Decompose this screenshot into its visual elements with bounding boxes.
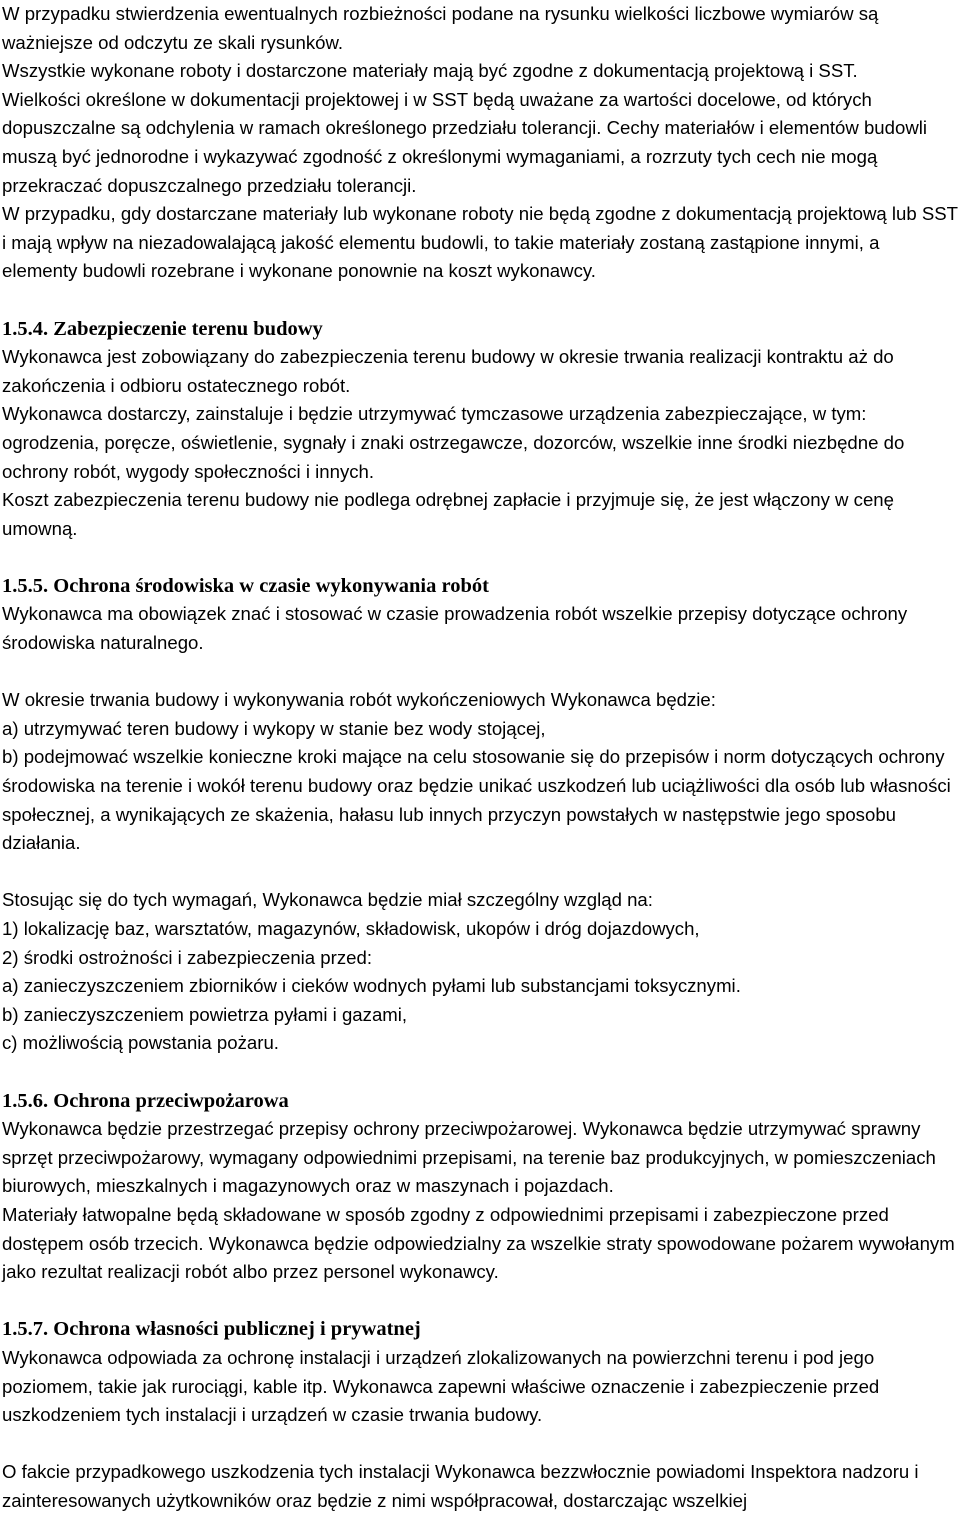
paragraph: O fakcie przypadkowego uszkodzenia tych instalacji Wykonawca bezzwłocznie powiadomi Inspektora nadzoru i zainteresowanych użytkowników oraz będzie z nimi współpracował, dostarczając wszelkiej — [2, 1461, 919, 1511]
spacer — [2, 1058, 958, 1087]
paragraph: Wykonawca ma obowiązek znać i stosować w czasie prowadzenia robót wszelkie przepisy dotyczące ochrony środowiska naturalnego. — [2, 603, 908, 654]
paragraph: W przypadku, gdy dostarczane materiały lub wykonane roboty nie będą zgodne z dokumentacją projektową lub SST i mają wpływ na niezadowalającą jakość elementu budowli, to takie materiały zostaną zastąpione innymi, a elementy budowli rozebrane i wykonane ponownie na koszt wykonawcy. — [2, 203, 958, 282]
list-item: b) zanieczyszczeniem powietrza pyłami i gazami, — [2, 1003, 408, 1025]
section-heading-1-5-6: 1.5.6. Ochrona przeciwpożarowa — [2, 1089, 289, 1112]
paragraph: Stosując się do tych wymagań, Wykonawca będzie miał szczególny wzgląd na: — [2, 889, 653, 911]
spacer — [2, 543, 958, 572]
list-item: b) podejmować wszelkie konieczne kroki mające na celu stosowanie się do przepisów i norm dotyczących ochrony środowiska na terenie i wokół terenu budowy oraz będzie unikać uszkodzeń lub uciążliwości dla osób lub własności społecznej, a wynikających ze skażenia, hałasu lub innych przyczyn powstałych w następstwie jego sposobu działania. — [2, 746, 951, 854]
section-heading-1-5-5: 1.5.5. Ochrona środowiska w czasie wykonywania robót — [2, 574, 489, 597]
paragraph: Wykonawca jest zobowiązany do zabezpieczenia terenu budowy w okresie trwania realizacji kontraktu aż do zakończenia i odbioru ostatecznego robót. — [2, 346, 894, 396]
paragraph: Materiały łatwopalne będą składowane w sposób zgodny z odpowiednimi przepisami i zabezpieczone przed dostępem osób trzecich. Wykonawca będzie odpowiedzialny za wszelkie straty spowodowane pożarem wywołanym jako rezultat realizacji robót albo przez personel wykonawcy. — [2, 1203, 955, 1283]
spacer — [2, 1430, 958, 1459]
list-item: c) możliwością powstania pożaru. — [2, 1032, 279, 1054]
spacer — [2, 858, 958, 887]
list-item: a) zanieczyszczeniem zbiorników i cieków wodnych pyłami lub substancjami toksycznymi. — [2, 975, 741, 997]
list-item: a) utrzymywać teren budowy i wykopy w stanie bez wody stojącej, — [2, 717, 546, 739]
paragraph: Wszystkie wykonane roboty i dostarczone materiały mają być zgodne z dokumentacją projektową i SST. — [2, 60, 858, 82]
list-item: 2) środki ostrożności i zabezpieczenia przed: — [2, 946, 372, 968]
paragraph: Wykonawca dostarczy, zainstaluje i będzie utrzymywać tymczasowe urządzenia zabezpieczające, w tym: ogrodzenia, poręcze, oświetlenie, sygnały i znaki ostrzegawcze, dozorców, wszelkie inne środki niezbędne do ochrony robót, wygody społeczności i innych. — [2, 403, 905, 482]
list-item: 1) lokalizację baz, warsztatów, magazynów, składowisk, ukopów i dróg dojazdowych, — [2, 918, 700, 939]
spacer — [2, 658, 958, 687]
paragraph: W przypadku stwierdzenia ewentualnych rozbieżności podane na rysunku wielkości liczbowe wymiarów są ważniejsze od odczytu ze skali rysunków. — [2, 3, 879, 53]
paragraph: W okresie trwania budowy i wykonywania robót wykończeniowych Wykonawca będzie: — [2, 689, 716, 711]
paragraph: Wielkości określone w dokumentacji projektowej i w SST będą uważane za wartości docelowe, od których dopuszczalne są odchylenia w ramach określonego przedziału tolerancji. Cechy materiałów i elementów budowli muszą być jednorodne i wykazywać zgodność z określonymi wymaganiami, a rozrzuty tych cech nie mogą przekraczać dopuszczalnego przedziału tolerancji. — [2, 88, 928, 196]
section-heading-1-5-7: 1.5.7. Ochrona własności publicznej i prywatnej — [2, 1318, 421, 1341]
paragraph: Wykonawca będzie przestrzegać przepisy ochrony przeciwpożarowej. Wykonawca będzie utrzymywać sprawny sprzęt przeciwpożarowy, wymagany odpowiednimi przepisami, na terenie baz produkcyjnych, w pomieszczeniach biurowych, mieszkalnych i magazynowych oraz w maszynach i pojazdach. — [2, 1118, 936, 1197]
spacer — [2, 286, 958, 315]
section-heading-1-5-4: 1.5.4. Zabezpieczenie terenu budowy — [2, 317, 323, 340]
paragraph: Wykonawca odpowiada za ochronę instalacji i urządzeń zlokalizowanych na powierzchni terenu i pod jego poziomem, takie jak rurociągi, kable itp. Wykonawca zapewni właściwe oznaczenie i zabezpieczenie przed uszkodzeniem tych instalacji i urządzeń w czasie trwania budowy. — [2, 1346, 880, 1426]
paragraph: Koszt zabezpieczenia terenu budowy nie podlega odrębnej zapłacie i przyjmuje się, że jest włączony w cenę umowną. — [2, 489, 894, 539]
spacer — [2, 1287, 958, 1316]
